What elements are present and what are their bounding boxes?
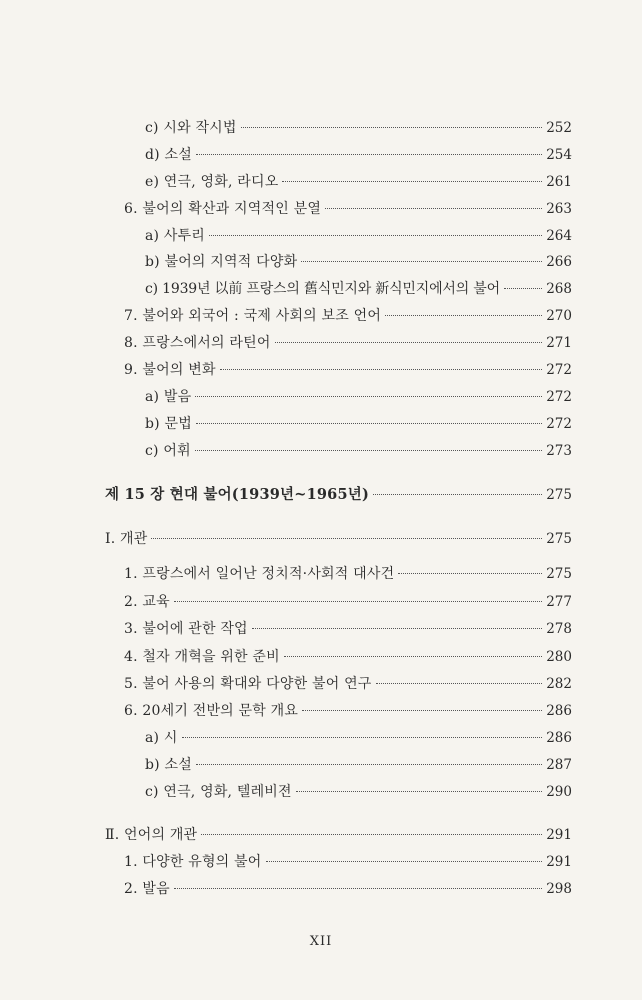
toc-entry-page: 266 bbox=[546, 254, 572, 270]
toc-entry-label: b) 불어의 지역적 다양화 bbox=[145, 254, 298, 270]
dot-leader bbox=[325, 208, 542, 209]
toc-entry bbox=[145, 146, 572, 164]
toc-entry-label: c) 시와 작시법 bbox=[145, 120, 237, 136]
dot-leader bbox=[301, 261, 542, 262]
toc-entry-page: 275 bbox=[546, 487, 572, 503]
toc-entry-label: a) 시 bbox=[145, 730, 178, 746]
toc-entry-label: 6. 20세기 전반의 문학 개요 bbox=[124, 703, 299, 719]
toc-entry bbox=[145, 119, 572, 137]
toc-entry-label: c) 연극, 영화, 텔레비젼 bbox=[145, 784, 292, 800]
dot-leader bbox=[209, 235, 542, 236]
toc-entry-label: b) 문법 bbox=[145, 416, 192, 432]
toc-entry-label: 9. 불어의 변화 bbox=[124, 362, 216, 378]
dot-leader bbox=[196, 764, 542, 765]
dot-leader bbox=[201, 834, 542, 835]
toc-entry-label: 5. 불어 사용의 확대와 다양한 불어 연구 bbox=[124, 676, 372, 692]
toc-entry-page: 271 bbox=[546, 335, 572, 351]
toc-entry-label: Ⅱ. 언어의 개관 bbox=[105, 827, 198, 843]
toc-entry-page: 272 bbox=[546, 416, 572, 432]
dot-leader bbox=[182, 737, 543, 738]
toc-entry bbox=[145, 783, 572, 801]
dot-leader bbox=[282, 181, 542, 182]
chapter-title: 제 15 장 현대 불어(1939년~1965년) bbox=[105, 486, 370, 503]
dot-leader bbox=[296, 791, 542, 792]
toc-entry-label: d) 소설 bbox=[145, 147, 192, 163]
toc-entry bbox=[124, 675, 572, 693]
toc-entry bbox=[145, 280, 572, 298]
dot-leader bbox=[196, 423, 542, 424]
dot-leader bbox=[220, 369, 543, 370]
toc-entry bbox=[145, 388, 572, 406]
toc-entry-page: 261 bbox=[546, 174, 572, 190]
toc-entry-label: c) 어휘 bbox=[145, 443, 191, 459]
dot-leader bbox=[195, 450, 542, 451]
toc-entry-label: 3. 불어에 관한 작업 bbox=[124, 621, 248, 637]
toc-entry-label: 8. 프랑스에서의 라틴어 bbox=[124, 335, 271, 351]
dot-leader bbox=[266, 861, 543, 862]
toc-entry-page: 277 bbox=[546, 594, 572, 610]
dot-leader bbox=[385, 315, 542, 316]
toc-entry bbox=[145, 442, 572, 460]
toc-entry-label: a) 발음 bbox=[145, 389, 192, 405]
dot-leader bbox=[195, 396, 542, 397]
toc-entry-page: 286 bbox=[546, 730, 572, 746]
toc-entry-page: 286 bbox=[546, 703, 572, 719]
toc-entry-label: 2. 교육 bbox=[124, 594, 170, 610]
toc-entry-label: a) 사투리 bbox=[145, 228, 206, 244]
dot-leader bbox=[241, 127, 543, 128]
toc-entry-page: 268 bbox=[546, 281, 572, 297]
toc-entry bbox=[124, 620, 572, 638]
toc-entry bbox=[124, 334, 572, 352]
toc-entry bbox=[124, 361, 572, 379]
dot-leader bbox=[302, 710, 542, 711]
dot-leader bbox=[174, 601, 542, 602]
toc-section bbox=[105, 530, 572, 548]
toc-entry-page: 278 bbox=[546, 621, 572, 637]
toc-entry bbox=[124, 565, 572, 583]
toc-entry bbox=[145, 173, 572, 191]
toc-entry bbox=[124, 593, 572, 611]
dot-leader bbox=[284, 656, 542, 657]
dot-leader bbox=[151, 538, 542, 539]
toc-entry-page: 282 bbox=[546, 676, 572, 692]
toc-entry-label: 7. 불어와 외국어 : 국제 사회의 보조 언어 bbox=[124, 308, 382, 324]
toc-entry bbox=[124, 648, 572, 666]
chapter-heading bbox=[105, 486, 572, 504]
dot-leader bbox=[398, 573, 542, 574]
toc-entry bbox=[145, 415, 572, 433]
toc-entry-page: 275 bbox=[546, 566, 572, 582]
dot-leader bbox=[252, 628, 542, 629]
toc-entry-page: 287 bbox=[546, 757, 572, 773]
dot-leader bbox=[373, 494, 542, 495]
toc-entry-page: 280 bbox=[546, 649, 572, 665]
toc-entry-page: 263 bbox=[546, 201, 572, 217]
toc-entry-label: c) 1939년 以前 프랑스의 舊식민지와 新식민지에서의 불어 bbox=[145, 281, 500, 297]
page-number: XII bbox=[309, 934, 333, 949]
toc-entry-label: e) 연극, 영화, 라디오 bbox=[145, 174, 279, 190]
toc-entry-page: 273 bbox=[546, 443, 572, 459]
toc-entry bbox=[124, 702, 572, 720]
toc-entry-label: 1. 다양한 유형의 불어 bbox=[124, 854, 262, 870]
toc-entry-label: 6. 불어의 확산과 지역적인 분열 bbox=[124, 201, 322, 217]
toc-entry-label: 4. 철자 개혁을 위한 준비 bbox=[124, 649, 280, 665]
toc-entry-page: 290 bbox=[546, 784, 572, 800]
toc-entry-page: 291 bbox=[546, 827, 572, 843]
dot-leader bbox=[174, 888, 542, 889]
toc-entry-page: 298 bbox=[546, 881, 572, 897]
toc-entry-label: 1. 프랑스에서 일어난 정치적·사회적 대사건 bbox=[124, 566, 395, 582]
toc-entry-label: 2. 발음 bbox=[124, 881, 170, 897]
toc-entry-page: 272 bbox=[546, 362, 572, 378]
dot-leader bbox=[196, 154, 542, 155]
dot-leader bbox=[275, 342, 543, 343]
dot-leader bbox=[504, 288, 542, 289]
toc-entry bbox=[124, 307, 572, 325]
toc-entry bbox=[145, 253, 572, 271]
toc-entry-page: 291 bbox=[546, 854, 572, 870]
toc-entry-label: Ⅰ. 개관 bbox=[105, 531, 148, 547]
toc-section bbox=[105, 826, 572, 844]
toc-entry-page: 270 bbox=[546, 308, 572, 324]
toc-entry bbox=[145, 756, 572, 774]
toc-entry bbox=[124, 853, 572, 871]
toc-entry bbox=[124, 200, 572, 218]
toc-entry-page: 252 bbox=[546, 120, 572, 136]
toc-entry-label: b) 소설 bbox=[145, 757, 192, 773]
toc-entry bbox=[145, 227, 572, 245]
toc-entry-page: 275 bbox=[546, 531, 572, 547]
toc-entry-page: 272 bbox=[546, 389, 572, 405]
toc-entry bbox=[145, 729, 572, 747]
dot-leader bbox=[376, 683, 543, 684]
toc-entry bbox=[124, 880, 572, 898]
toc-entry-page: 264 bbox=[546, 228, 572, 244]
toc-entry-page: 254 bbox=[546, 147, 572, 163]
